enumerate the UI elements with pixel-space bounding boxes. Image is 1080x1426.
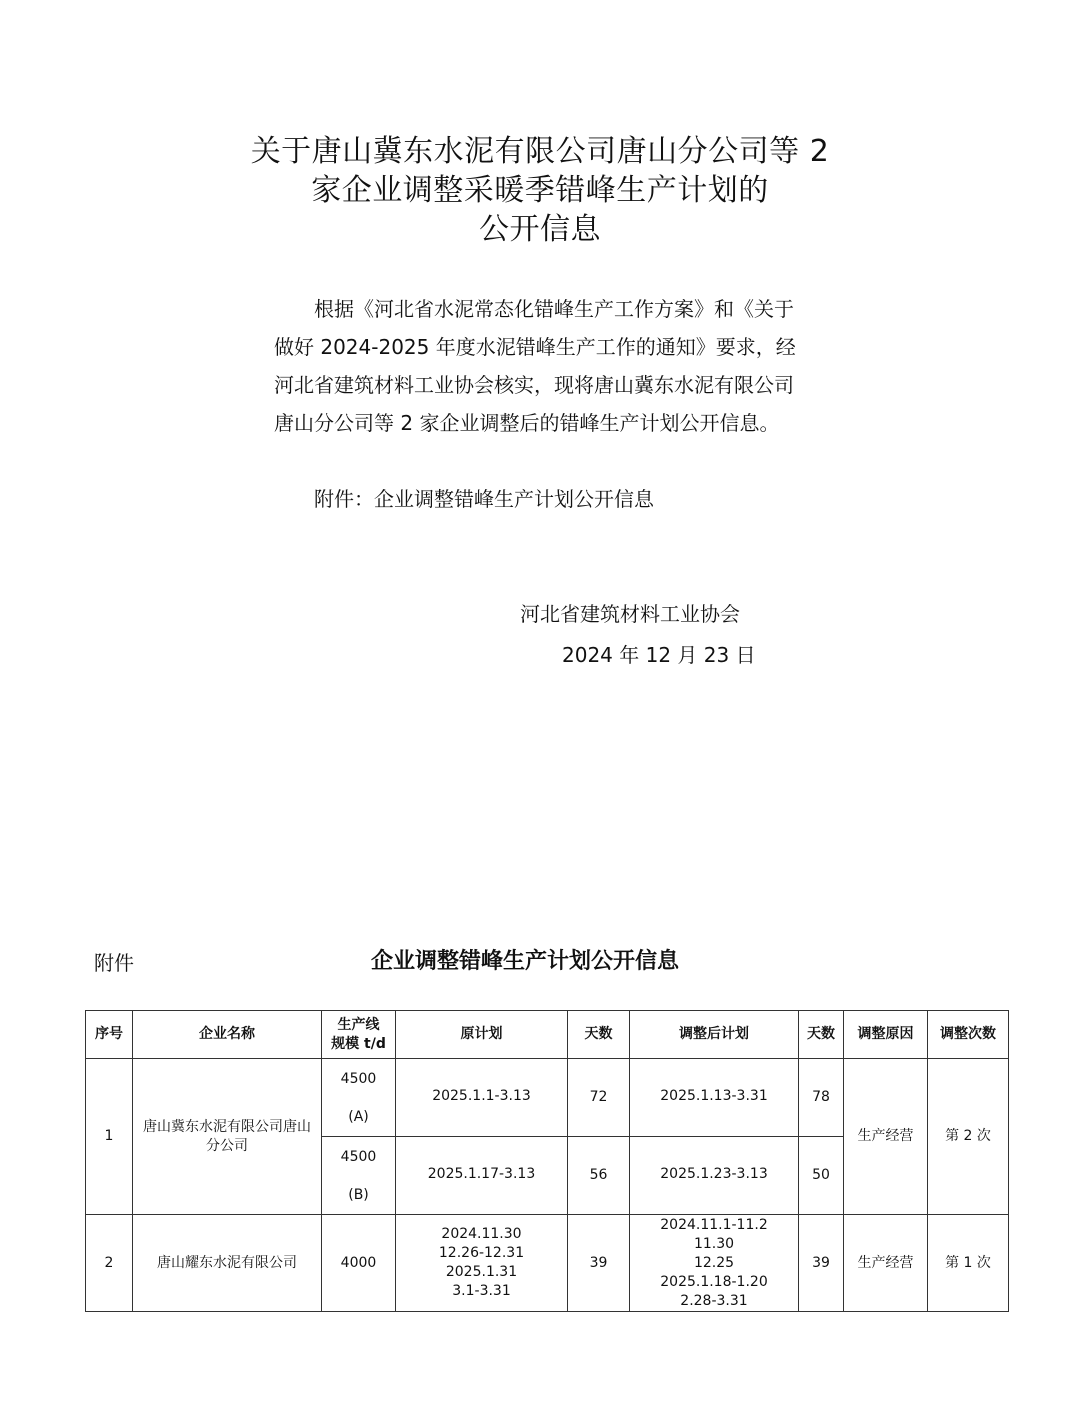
title-line-1: 关于唐山冀东水泥有限公司唐山分公司等 2 — [250, 134, 830, 169]
cell-seq: 2 — [86, 1215, 133, 1312]
original-plan-line: 12.26-12.31 — [438, 1245, 525, 1261]
adjustment-table — [85, 1010, 1009, 1312]
body-paragraph — [274, 290, 808, 442]
original-plan-line: 2025.1.31 — [445, 1264, 518, 1280]
original-plan-line: 3.1-3.31 — [452, 1283, 511, 1299]
cell-reason: 生产经营 — [844, 1059, 928, 1215]
header-capacity-line-2: 规模 t/d — [331, 1035, 386, 1052]
line-label: (B) — [348, 1186, 369, 1203]
body-line-2: 做好 2024-2025 年度水泥错峰生产工作的通知》要求，经 — [274, 335, 796, 359]
original-plan-line: 2024.11.30 — [441, 1226, 522, 1242]
cell-company: 唐山耀东水泥有限公司 — [133, 1215, 322, 1312]
adjusted-plan-line: 12.25 — [693, 1254, 735, 1271]
adjusted-plan-line: 11.30 — [693, 1235, 735, 1252]
annex-title: 企业调整错峰生产计划公开信息 — [370, 949, 679, 974]
cell-days-original: 56 — [568, 1137, 630, 1215]
annex-label: 附件 — [94, 951, 134, 975]
body-line-4: 唐山分公司等 2 家企业调整后的错峰生产计划公开信息。 — [274, 411, 780, 435]
cell-company: 唐山冀东水泥有限公司唐山分公司 — [133, 1059, 322, 1215]
capacity-value: 4500 — [340, 1070, 377, 1087]
cell-reason: 生产经营 — [844, 1215, 928, 1312]
cell-days-original: 72 — [568, 1059, 630, 1137]
cell-days-adjusted: 78 — [799, 1059, 844, 1137]
header-capacity-line-1: 生产线 — [337, 1016, 380, 1033]
cell-capacity: 4000 — [322, 1215, 396, 1312]
cell-original-plan — [396, 1215, 568, 1312]
cell-adjusted-plan — [630, 1215, 799, 1312]
header-adjusted-plan: 调整后计划 — [630, 1011, 799, 1059]
body-line-3: 河北省建筑材料工业协会核实，现将唐山冀东水泥有限公司 — [274, 373, 794, 397]
adjusted-plan-line: 2024.11.1-11.2 — [660, 1216, 768, 1233]
body-line-1: 根据《河北省水泥常态化错峰生产工作方案》和《关于 — [314, 297, 794, 321]
header-times: 调整次数 — [928, 1011, 1009, 1059]
cell-original-plan: 2025.1.1-3.13 — [396, 1059, 568, 1137]
title-line-2: 家企业调整采暖季错峰生产计划的 — [311, 173, 769, 208]
header-capacity — [322, 1011, 396, 1059]
cell-capacity — [322, 1059, 396, 1137]
cell-days-original: 39 — [568, 1215, 630, 1312]
line-label: (A) — [348, 1108, 369, 1125]
signature-date: 2024 年 12 月 23 日 — [562, 643, 756, 667]
cell-capacity — [322, 1137, 396, 1215]
cell-days-adjusted: 39 — [799, 1215, 844, 1312]
cell-times: 第 2 次 — [928, 1059, 1009, 1215]
table-row — [86, 1215, 1009, 1312]
header-original-plan: 原计划 — [396, 1011, 568, 1059]
title-line-3: 公开信息 — [479, 212, 601, 247]
table-row — [86, 1059, 1009, 1137]
signature-organization: 河北省建筑材料工业协会 — [520, 602, 740, 626]
cell-times: 第 1 次 — [928, 1215, 1009, 1312]
cell-adjusted-plan: 2025.1.13-3.31 — [630, 1059, 799, 1137]
cell-original-plan: 2025.1.17-3.13 — [396, 1137, 568, 1215]
capacity-value: 4500 — [340, 1148, 377, 1165]
adjusted-plan-line: 2.28-3.31 — [680, 1292, 748, 1309]
document-title — [200, 132, 880, 249]
cell-seq: 1 — [86, 1059, 133, 1215]
header-seq: 序号 — [86, 1011, 133, 1059]
table-header-row — [86, 1011, 1009, 1059]
header-days-adjusted: 天数 — [799, 1011, 844, 1059]
header-company: 企业名称 — [133, 1011, 322, 1059]
cell-days-adjusted: 50 — [799, 1137, 844, 1215]
attachment-note: 附件：企业调整错峰生产计划公开信息 — [314, 487, 654, 511]
cell-adjusted-plan: 2025.1.23-3.13 — [630, 1137, 799, 1215]
header-days-original: 天数 — [568, 1011, 630, 1059]
header-reason: 调整原因 — [844, 1011, 928, 1059]
adjusted-plan-line: 2025.1.18-1.20 — [660, 1273, 768, 1290]
